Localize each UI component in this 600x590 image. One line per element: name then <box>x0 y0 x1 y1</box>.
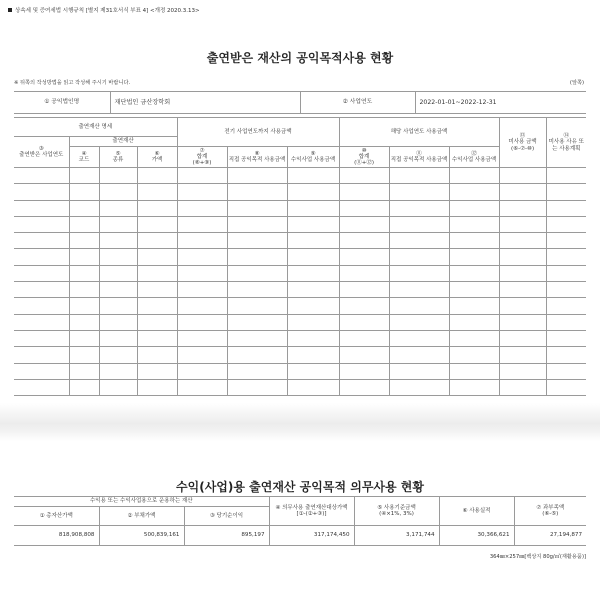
table-cell <box>499 249 546 265</box>
table-cell <box>177 184 227 200</box>
table-cell <box>546 347 586 363</box>
business-year-value: 2022-01-01~2022-12-31 <box>415 92 586 114</box>
table-cell <box>546 282 586 298</box>
table-cell <box>389 249 449 265</box>
table-cell <box>177 347 227 363</box>
table-cell <box>227 347 287 363</box>
contribution-details-header: 출연재산 명세 <box>14 118 177 137</box>
table-cell <box>69 347 99 363</box>
page-title: 출연받은 재산의 공익목적사용 현황 <box>206 51 394 65</box>
table-cell <box>14 216 69 232</box>
table-cell <box>177 249 227 265</box>
table-cell <box>227 282 287 298</box>
table-cell <box>389 200 449 216</box>
table-row <box>14 265 586 281</box>
table-cell <box>99 265 137 281</box>
org-name-value: 재단법인 금산장학회 <box>110 92 300 114</box>
table-cell <box>14 347 69 363</box>
table-cell <box>137 282 177 298</box>
current-direct-header: ⑪ 직접 공익목적 사용금액 <box>389 147 449 168</box>
current-total-header: ⑩ 합계 (⑪+⑫) <box>339 147 389 168</box>
table-cell <box>339 233 389 249</box>
table-cell <box>227 249 287 265</box>
table-cell <box>389 265 449 281</box>
table-row <box>14 184 586 200</box>
org-name-label: ① 공익법인명 <box>14 92 110 114</box>
table-cell <box>227 314 287 330</box>
table-cell <box>287 330 339 346</box>
table-cell <box>137 184 177 200</box>
table-cell <box>499 200 546 216</box>
table-cell <box>69 168 99 184</box>
table-cell <box>227 298 287 314</box>
table-cell <box>99 347 137 363</box>
table-cell <box>339 168 389 184</box>
table-cell <box>449 249 499 265</box>
table-cell <box>14 314 69 330</box>
duty-usage-table <box>14 496 586 546</box>
table-cell <box>449 363 499 379</box>
table-cell <box>499 168 546 184</box>
table-cell <box>287 363 339 379</box>
net-income-header: ③ 당기순이익 <box>184 507 269 526</box>
table-cell <box>287 314 339 330</box>
unused-amount-header: ⑬ 미사용 금액 (⑥-⑦-⑩) <box>499 118 546 168</box>
table-cell <box>14 298 69 314</box>
table-cell <box>287 216 339 232</box>
table-cell <box>177 379 227 395</box>
table-cell <box>177 168 227 184</box>
table-cell <box>177 330 227 346</box>
table-cell <box>449 298 499 314</box>
table-cell <box>227 233 287 249</box>
table-cell <box>14 249 69 265</box>
table-cell <box>137 347 177 363</box>
table-cell <box>449 330 499 346</box>
table-cell <box>389 233 449 249</box>
table-cell <box>389 379 449 395</box>
table-cell <box>69 379 99 395</box>
table-cell <box>287 282 339 298</box>
table-cell <box>137 314 177 330</box>
table-cell <box>339 330 389 346</box>
table-cell <box>227 168 287 184</box>
table-cell <box>449 233 499 249</box>
kind-header: ⑤ 종류 <box>99 147 137 168</box>
table-cell <box>177 298 227 314</box>
table-cell <box>546 249 586 265</box>
code-header: ④ 코드 <box>69 147 99 168</box>
table-cell <box>14 330 69 346</box>
duty-base-value: 317,174,450 <box>269 526 354 546</box>
table-cell <box>499 233 546 249</box>
table-cell <box>177 265 227 281</box>
contributed-asset-header: 출연재산 <box>69 137 177 147</box>
table-cell <box>499 265 546 281</box>
prev-profit-header: ⑨ 수익사업 사용금액 <box>287 147 339 168</box>
table-cell <box>227 184 287 200</box>
table-cell <box>69 298 99 314</box>
table-cell <box>69 282 99 298</box>
table-cell <box>137 233 177 249</box>
table-row <box>14 379 586 395</box>
table-cell <box>99 298 137 314</box>
table-cell <box>99 168 137 184</box>
table-cell <box>177 282 227 298</box>
table-cell <box>14 379 69 395</box>
table-cell <box>227 200 287 216</box>
table-cell <box>99 184 137 200</box>
table-cell <box>389 347 449 363</box>
table-cell <box>177 363 227 379</box>
table-cell <box>339 363 389 379</box>
table-cell <box>546 363 586 379</box>
table-cell <box>339 249 389 265</box>
table-cell <box>287 200 339 216</box>
table-cell <box>499 184 546 200</box>
table-cell <box>137 298 177 314</box>
table-cell <box>69 216 99 232</box>
table-cell <box>499 347 546 363</box>
table-cell <box>546 233 586 249</box>
table-cell <box>69 330 99 346</box>
table-cell <box>99 282 137 298</box>
table-cell <box>449 265 499 281</box>
table-cell <box>449 282 499 298</box>
table-cell <box>449 200 499 216</box>
table-cell <box>389 216 449 232</box>
table-cell <box>99 363 137 379</box>
table-cell <box>287 298 339 314</box>
table-cell <box>389 298 449 314</box>
table-row <box>14 282 586 298</box>
organization-info-table <box>14 91 586 114</box>
table-cell <box>449 314 499 330</box>
table-cell <box>137 379 177 395</box>
table-cell <box>287 249 339 265</box>
table-cell <box>69 249 99 265</box>
business-year-label: ② 사업연도 <box>300 92 415 114</box>
page-side-label: (앞쪽) <box>569 80 584 86</box>
table-cell <box>69 314 99 330</box>
table-cell <box>287 379 339 395</box>
table-cell <box>227 330 287 346</box>
total-assets-value: 818,908,808 <box>14 526 99 546</box>
table-cell <box>389 184 449 200</box>
table-cell <box>389 330 449 346</box>
table-cell <box>546 184 586 200</box>
table-cell <box>287 168 339 184</box>
table-row <box>14 330 586 346</box>
table-row <box>14 314 586 330</box>
table-cell <box>137 363 177 379</box>
net-income-value: 895,197 <box>184 526 269 546</box>
table-cell <box>99 379 137 395</box>
table-cell <box>339 184 389 200</box>
table-cell <box>449 168 499 184</box>
table-cell <box>449 379 499 395</box>
table-row <box>14 249 586 265</box>
table-cell <box>546 200 586 216</box>
table-cell <box>99 249 137 265</box>
table-cell <box>177 314 227 330</box>
table-cell <box>389 168 449 184</box>
table-cell <box>99 330 137 346</box>
table-cell <box>227 379 287 395</box>
table-cell <box>546 379 586 395</box>
operating-assets-header: 수익용 또는 수익사업용으로 운용하는 재산 <box>14 497 269 507</box>
table-cell <box>69 265 99 281</box>
table-cell <box>389 363 449 379</box>
table-cell <box>227 216 287 232</box>
paper-spec-footer: 364㎜×257㎜[백상지 80g/㎡(재활용품)] <box>489 554 586 560</box>
table-cell <box>339 216 389 232</box>
table-cell <box>449 184 499 200</box>
table-cell <box>14 184 69 200</box>
prev-year-usage-header: 전기 사업연도까지 사용금액 <box>177 118 339 147</box>
table-cell <box>339 298 389 314</box>
table-cell <box>499 330 546 346</box>
table-cell <box>389 314 449 330</box>
prev-direct-header: ⑧ 직접 공익목적 사용금액 <box>227 147 287 168</box>
table-cell <box>339 314 389 330</box>
table-cell <box>14 282 69 298</box>
table-cell <box>137 330 177 346</box>
duty-base-header: ④ 의무사용 출연재산대상가액 [①-(②+③)] <box>269 497 354 526</box>
table-cell <box>69 184 99 200</box>
table-cell <box>69 363 99 379</box>
table-cell <box>546 330 586 346</box>
table-cell <box>177 200 227 216</box>
table-cell <box>499 298 546 314</box>
usage-standard-value: 3,171,744 <box>354 526 439 546</box>
table-cell <box>99 314 137 330</box>
law-reference-text: 상속세 및 증여세법 시행규칙 [별지 제31호서식 부표 4] <개정 2020.3.13> <box>15 8 200 14</box>
table-cell <box>227 363 287 379</box>
table-cell <box>449 216 499 232</box>
prev-total-header: ⑦ 합계 (⑧+⑨) <box>177 147 227 168</box>
table-cell <box>546 298 586 314</box>
table-cell <box>339 282 389 298</box>
actual-usage-value: 30,366,621 <box>439 526 514 546</box>
contribution-year-header: ③ 출연받은 사업연도 <box>14 137 69 168</box>
table-cell <box>287 347 339 363</box>
table-cell <box>546 168 586 184</box>
table-cell <box>177 216 227 232</box>
table-cell <box>137 200 177 216</box>
duty-section-title: 수익(사업)용 출연재산 공익목적 의무사용 현황 <box>176 480 424 494</box>
usage-standard-header: ⑤ 사용기준금액 (④×1%, 3%) <box>354 497 439 526</box>
total-assets-header: ① 총자산가액 <box>14 507 99 526</box>
table-cell <box>499 363 546 379</box>
table-row <box>14 233 586 249</box>
table-cell <box>499 379 546 395</box>
table-cell <box>14 363 69 379</box>
unused-reason-header: ⑭ 미사용 사유 또는 사용계획 <box>546 118 586 168</box>
table-row <box>14 298 586 314</box>
table-row <box>14 200 586 216</box>
table-cell <box>499 282 546 298</box>
table-cell <box>499 314 546 330</box>
table-cell <box>287 184 339 200</box>
square-bullet-icon <box>8 8 12 12</box>
table-cell <box>339 379 389 395</box>
table-cell <box>546 216 586 232</box>
table-cell <box>14 233 69 249</box>
table-cell <box>499 216 546 232</box>
table-cell <box>339 200 389 216</box>
excess-shortage-value: 27,194,877 <box>514 526 586 546</box>
excess-shortage-header: ⑦ 과부족액 (⑥-⑤) <box>514 497 586 526</box>
table-cell <box>137 265 177 281</box>
table-row <box>14 363 586 379</box>
table-cell <box>14 200 69 216</box>
debts-value: 500,839,161 <box>99 526 184 546</box>
current-year-usage-header: 해당 사업연도 사용금액 <box>339 118 499 147</box>
actual-usage-header: ⑥ 사용실적 <box>439 497 514 526</box>
table-cell <box>287 233 339 249</box>
table-cell <box>99 200 137 216</box>
table-cell <box>287 265 339 281</box>
table-cell <box>389 282 449 298</box>
value-header: ⑥ 가액 <box>137 147 177 168</box>
table-cell <box>546 265 586 281</box>
contribution-usage-table <box>14 117 586 396</box>
debts-header: ② 부채가액 <box>99 507 184 526</box>
instruction-notice: ※ 뒤쪽의 작성방법을 읽고 작성해 주시기 바랍니다. <box>14 80 131 86</box>
current-profit-header: ⑫ 수익사업 사용금액 <box>449 147 499 168</box>
table-cell <box>339 347 389 363</box>
table-cell <box>99 233 137 249</box>
table-cell <box>449 347 499 363</box>
table-cell <box>69 200 99 216</box>
table-cell <box>137 168 177 184</box>
table-cell <box>99 216 137 232</box>
table-cell <box>177 233 227 249</box>
page-separator <box>0 403 600 441</box>
table-cell <box>69 233 99 249</box>
table-cell <box>14 265 69 281</box>
table-row <box>14 168 586 184</box>
table-cell <box>546 314 586 330</box>
table-cell <box>14 168 69 184</box>
table-cell <box>137 216 177 232</box>
table-cell <box>137 249 177 265</box>
table-cell <box>227 265 287 281</box>
table-row <box>14 216 586 232</box>
table-cell <box>339 265 389 281</box>
law-reference <box>8 6 200 14</box>
table-row <box>14 347 586 363</box>
